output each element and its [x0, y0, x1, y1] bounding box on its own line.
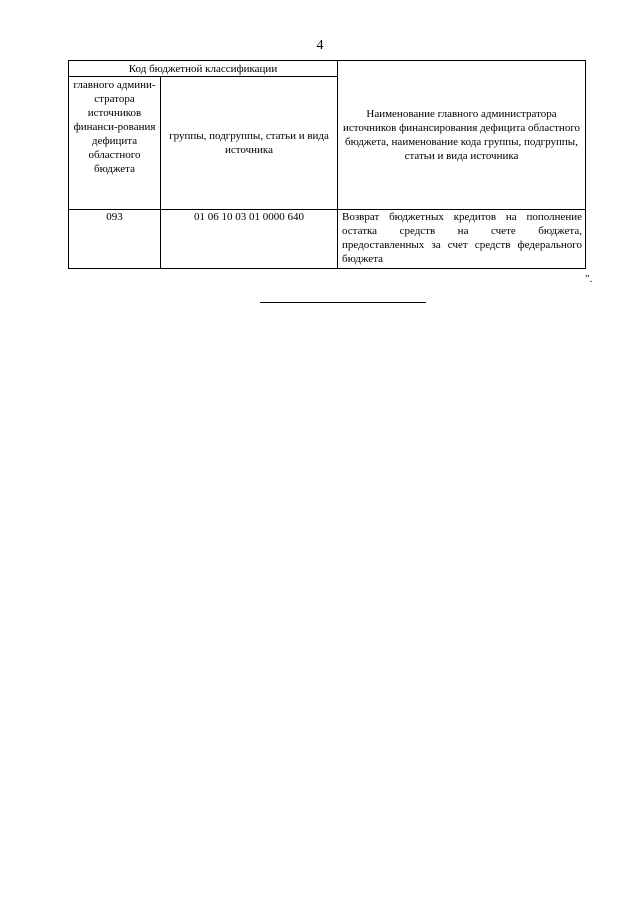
- cell-source-name: Возврат бюджетных кредитов на пополнение остатка средств на счете бюджета, предоставленных за счет средств федерального бюджета: [338, 210, 586, 269]
- header-name-column: Наименование главного администратора источников финансирования дефицита областного бюджета, наименование кода группы, подгруппы, статьи и вида источника: [338, 61, 586, 210]
- budget-classification-table: [68, 60, 586, 269]
- cell-source-code: 01 06 10 03 01 0000 640: [161, 210, 338, 269]
- table-row: [69, 210, 586, 269]
- page-number: 4: [316, 38, 324, 53]
- table-header-row-group: [69, 61, 586, 77]
- header-source-column: группы, подгруппы, статьи и вида источника: [161, 77, 338, 210]
- header-admin-column: главного админи-стратора источников финанси-рования дефицита областного бюджета: [69, 77, 161, 210]
- closing-quote-mark: ".: [585, 273, 593, 285]
- separator-line: [260, 302, 426, 303]
- header-budget-classification-code: Код бюджетной классификации: [69, 61, 338, 77]
- cell-admin-code: 093: [69, 210, 161, 269]
